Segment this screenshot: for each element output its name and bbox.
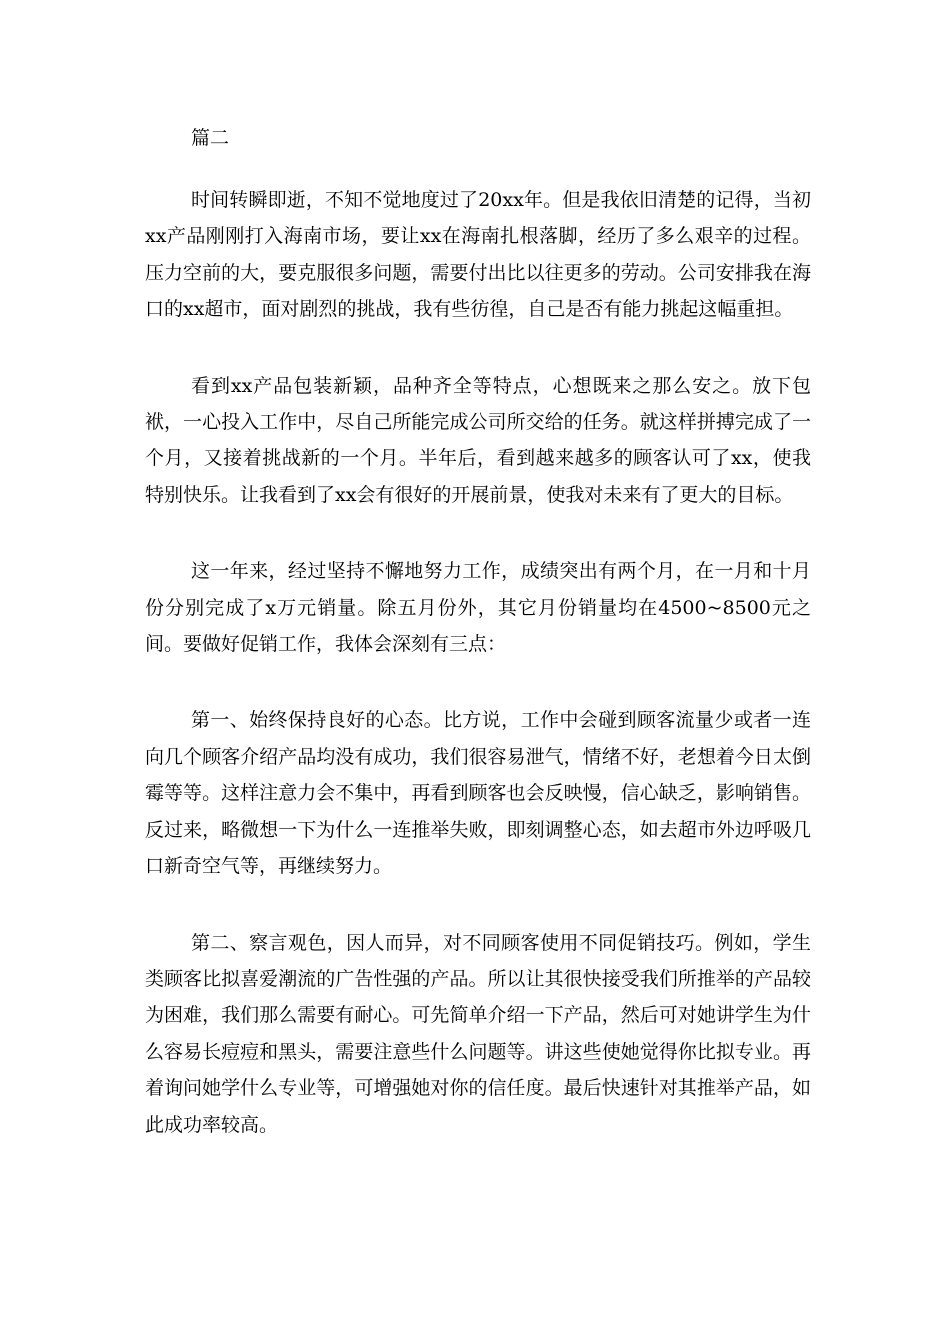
paragraph-4: 第一、始终保持良好的心态。比方说，工作中会碰到顾客流量少或者一连向几个顾客介绍产品均没有成功，我们很容易泄气，情绪不好，老想着今日太倒霉等等。这样注意力会不集中，再看到顾客也会反映慢，信心缺乏，影响销售。反过来，略微想一下为什么一连推举失败，即刻调整心态，如去超市外边呼吸几口新奇空气等，再继续努力。 (145, 709, 811, 878)
document-body (145, 120, 811, 1183)
paragraph-1: 时间转瞬即逝，不知不觉地度过了20xx年。但是我依旧清楚的记得，当初xx产品刚刚打入海南市场，要让xx在海南扎根落脚，经历了多么艰辛的过程。压力空前的大，要克服很多问题，需要付出比以往更多的劳动。公司安排我在海口的xx超市，面对剧烈的挑战，我有些彷徨，自己是否有能力挑起这幅重担。 (145, 189, 811, 321)
section-heading: 篇二 (191, 127, 230, 149)
paragraph-3: 这一年来，经过坚持不懈地努力工作，成绩突出有两个月，在一月和十月份分别完成了x万元销量。除五月份外，其它月份销量均在4500~8500元之间。要做好促销工作，我体会深刻有三点： (145, 560, 811, 656)
paragraph-2: 看到xx产品包装新颖，品种齐全等特点，心想既来之那么安之。放下包袱，一心投入工作中，尽自己所能完成公司所交给的任务。就这样拼搏完成了一个月，又接着挑战新的一个月。半年后，看到越来越多的顾客认可了xx，使我特别快乐。让我看到了xx会有很好的开展前景，使我对未来有了更大的目标。 (145, 374, 811, 506)
paragraph-5: 第二、察言观色，因人而异，对不同顾客使用不同促销技巧。例如，学生类顾客比拟喜爱潮流的广告性强的产品。所以让其很快接受我们所推举的产品较为困难，我们那么需要有耐心。可先简单介绍一下产品，然后可对她讲学生为什么容易长痘痘和黑头，需要注意些什么问题等。讲这些使她觉得你比拟专业。再着询问她学什么专业等，可增强她对你的信任度。最后快速针对其推举产品，如此成功率较高。 (145, 931, 811, 1136)
